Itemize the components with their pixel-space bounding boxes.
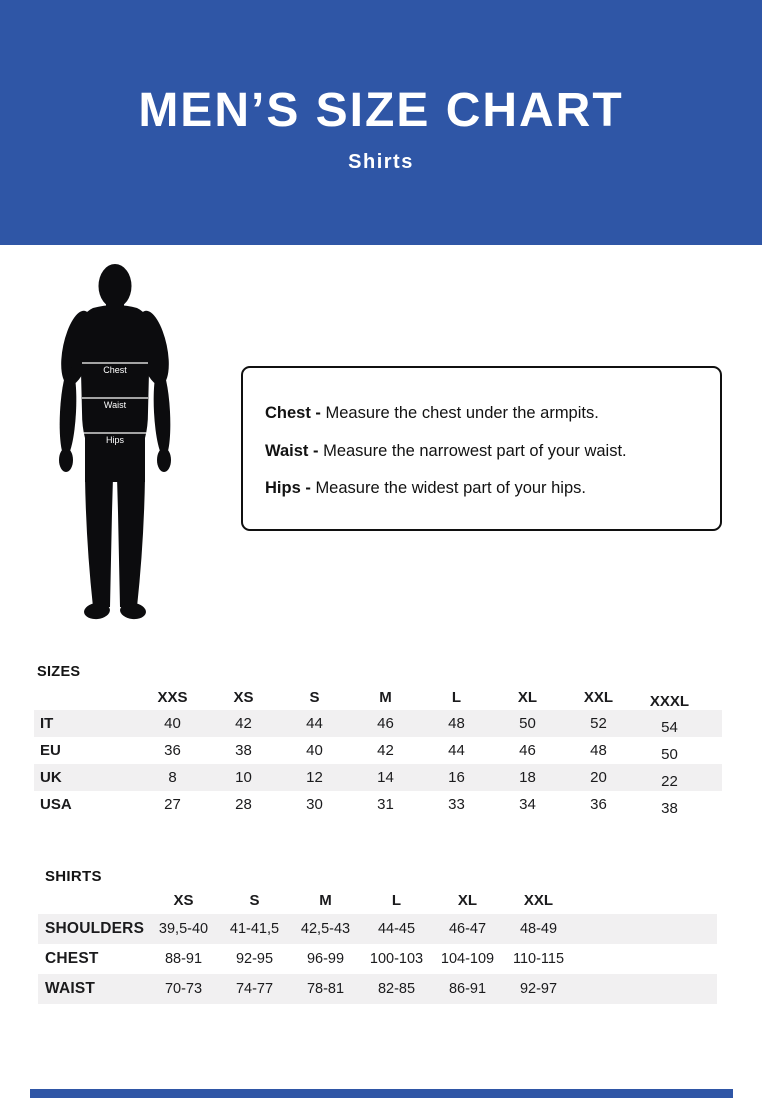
value-cell: 40 bbox=[164, 715, 181, 732]
header-banner bbox=[0, 0, 762, 245]
value-cell: 46 bbox=[519, 742, 536, 759]
column-header: XS bbox=[173, 892, 194, 909]
instruction-waist-term: Waist - bbox=[265, 441, 319, 460]
value-cell: 104-109 bbox=[440, 951, 495, 967]
column-header: XXL bbox=[583, 689, 614, 706]
value-cell: 31 bbox=[377, 796, 394, 813]
value-cell: 34 bbox=[519, 796, 536, 813]
value-cell: 12 bbox=[306, 769, 323, 786]
instruction-hips bbox=[265, 470, 706, 508]
value-cell: 74-77 bbox=[235, 981, 274, 997]
table-row bbox=[34, 791, 722, 818]
column-header: L bbox=[391, 892, 402, 909]
value-cell: 41-41,5 bbox=[229, 921, 280, 937]
column-header: XL bbox=[517, 689, 538, 706]
value-cell: 44 bbox=[306, 715, 323, 732]
footer-accent-bar bbox=[30, 1089, 733, 1098]
column-header: XXXL bbox=[649, 693, 690, 710]
value-cell: 16 bbox=[448, 769, 465, 786]
value-cell: 78-81 bbox=[306, 981, 345, 997]
value-cell: 44-45 bbox=[377, 921, 416, 937]
value-cell: 10 bbox=[235, 769, 252, 786]
value-cell: 36 bbox=[164, 742, 181, 759]
shirts-table bbox=[38, 887, 717, 1004]
figure-hips-label: Hips bbox=[105, 435, 125, 445]
value-cell: 92-95 bbox=[235, 951, 274, 967]
table-header-row bbox=[38, 887, 717, 914]
value-cell: 8 bbox=[168, 769, 177, 786]
sizes-table bbox=[34, 685, 722, 818]
instruction-hips-term: Hips - bbox=[265, 479, 311, 497]
value-cell: 50 bbox=[519, 715, 536, 732]
value-cell: 39,5-40 bbox=[158, 921, 209, 937]
value-cell: 48-49 bbox=[519, 921, 558, 937]
value-cell: 50 bbox=[661, 746, 678, 763]
instruction-chest bbox=[265, 395, 706, 433]
row-label: IT bbox=[40, 715, 54, 732]
row-label: EU bbox=[40, 742, 61, 759]
instruction-chest-term: Chest - bbox=[265, 404, 321, 422]
value-cell: 40 bbox=[306, 742, 323, 759]
instruction-hips-text: Measure the widest part of your hips. bbox=[315, 479, 586, 497]
table-row bbox=[34, 710, 722, 737]
column-header: L bbox=[451, 689, 462, 706]
value-cell: 33 bbox=[448, 796, 465, 813]
page-title: MEN’S SIZE CHART bbox=[138, 84, 624, 137]
shirts-section-title: SHIRTS bbox=[45, 868, 102, 885]
male-silhouette-icon bbox=[55, 262, 175, 624]
value-cell: 30 bbox=[306, 796, 323, 813]
column-header: XL bbox=[457, 892, 478, 909]
value-cell: 100-103 bbox=[369, 951, 424, 967]
value-cell: 20 bbox=[590, 769, 607, 786]
row-label: USA bbox=[40, 796, 72, 813]
table-row bbox=[38, 974, 717, 1004]
row-label: CHEST bbox=[45, 950, 99, 967]
value-cell: 88-91 bbox=[164, 951, 203, 967]
table-row bbox=[34, 737, 722, 764]
value-cell: 38 bbox=[661, 800, 678, 817]
value-cell: 46-47 bbox=[448, 921, 487, 937]
value-cell: 86-91 bbox=[448, 981, 487, 997]
row-label: WAIST bbox=[45, 980, 96, 997]
value-cell: 28 bbox=[235, 796, 252, 813]
figure-chest-label: Chest bbox=[103, 365, 127, 375]
value-cell: 42 bbox=[235, 715, 252, 732]
table-header-row bbox=[34, 685, 722, 710]
figure-waist-label: Waist bbox=[103, 400, 127, 410]
value-cell: 46 bbox=[377, 715, 394, 732]
value-cell: 44 bbox=[448, 742, 465, 759]
measurement-instructions-box bbox=[241, 366, 722, 531]
instruction-waist bbox=[265, 433, 706, 471]
value-cell: 70-73 bbox=[164, 981, 203, 997]
value-cell: 14 bbox=[377, 769, 394, 786]
value-cell: 48 bbox=[448, 715, 465, 732]
value-cell: 18 bbox=[519, 769, 536, 786]
instruction-chest-text: Measure the chest under the armpits. bbox=[325, 404, 599, 422]
value-cell: 52 bbox=[590, 715, 607, 732]
value-cell: 38 bbox=[235, 742, 252, 759]
column-header: XXL bbox=[523, 892, 554, 909]
value-cell: 54 bbox=[661, 719, 678, 736]
column-header: XS bbox=[233, 689, 254, 706]
value-cell: 27 bbox=[164, 796, 181, 813]
page-subtitle: Shirts bbox=[348, 151, 414, 173]
column-header: S bbox=[249, 892, 260, 909]
body-silhouette-figure bbox=[55, 262, 175, 624]
value-cell: 92-97 bbox=[519, 981, 558, 997]
value-cell: 36 bbox=[590, 796, 607, 813]
table-row bbox=[38, 944, 717, 974]
column-header: M bbox=[319, 892, 332, 909]
row-label: SHOULDERS bbox=[45, 920, 145, 937]
column-header: S bbox=[309, 689, 320, 706]
sizes-section-title: SIZES bbox=[37, 664, 81, 680]
table-row bbox=[38, 914, 717, 944]
value-cell: 22 bbox=[661, 773, 678, 790]
instruction-waist-text: Measure the narrowest part of your waist. bbox=[323, 441, 627, 460]
value-cell: 96-99 bbox=[306, 951, 345, 967]
value-cell: 82-85 bbox=[377, 981, 416, 997]
column-header: M bbox=[379, 689, 392, 706]
value-cell: 48 bbox=[590, 742, 607, 759]
value-cell: 42 bbox=[377, 742, 394, 759]
table-row bbox=[34, 764, 722, 791]
value-cell: 110-115 bbox=[512, 951, 565, 967]
column-header: XXS bbox=[157, 689, 188, 706]
value-cell: 42,5-43 bbox=[300, 921, 351, 937]
row-label: UK bbox=[40, 769, 62, 786]
